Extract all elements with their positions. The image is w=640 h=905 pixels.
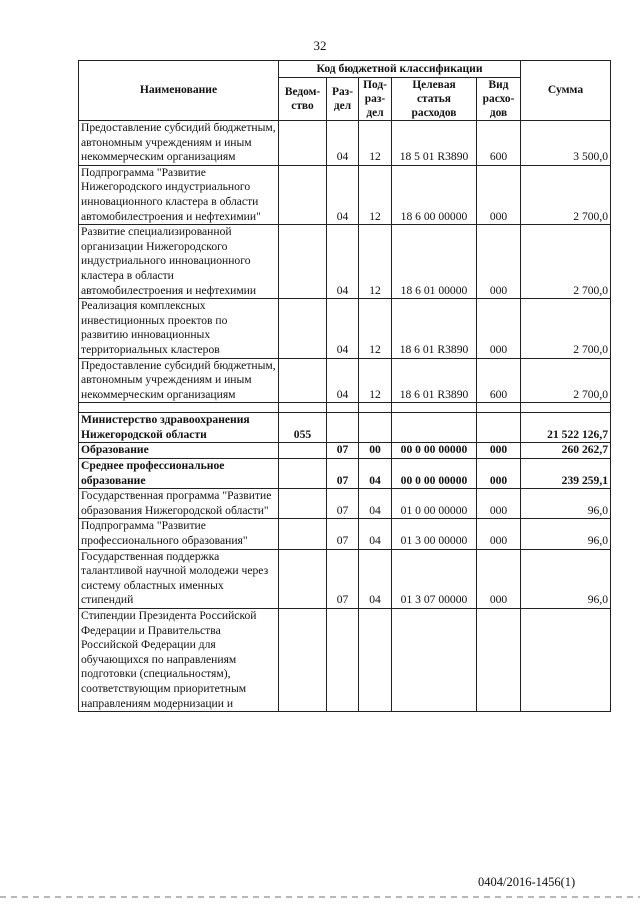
table-row <box>79 519 611 549</box>
cell-razdel: 07 <box>327 519 359 549</box>
cell-razdel: 04 <box>327 225 359 299</box>
cell-vedomstvo <box>279 519 327 549</box>
cell-vid-rashodov: 000 <box>477 225 521 299</box>
cell-summa: 2 700,0 <box>521 358 611 403</box>
spacer-cell <box>79 403 279 413</box>
cell-name: Стипендии Президента Российской Федерации и Правительства Российской Федерации для обучающихся по направлениям подготовки (специальностям), соответствующим приоритетным направлениям модернизации и <box>79 609 279 712</box>
cell-name: Подпрограмма "Развитие Нижегородского индустриального инновационного кластера в области автомобилестроения и нефтехимии" <box>79 165 279 224</box>
table-body <box>79 121 611 712</box>
cell-name: Предоставление субсидий бюджетным, автономным учреждениям и иным некоммерческим организациям <box>79 121 279 166</box>
cell-podrazdel: 04 <box>359 549 392 608</box>
cell-vedomstvo <box>279 459 327 489</box>
cell-vid-rashodov: 000 <box>477 489 521 519</box>
cell-name: Реализация комплексных инвестиционных проектов по развитию инновационных территориальных кластеров <box>79 299 279 358</box>
cell-vedomstvo <box>279 121 327 166</box>
table-row <box>79 549 611 608</box>
table-row <box>79 609 611 712</box>
cell-podrazdel <box>359 413 392 443</box>
cell-summa: 21 522 126,7 <box>521 413 611 443</box>
cell-cel-statya: 18 6 00 00000 <box>392 165 477 224</box>
cell-summa: 239 259,1 <box>521 459 611 489</box>
cell-vid-rashodov: 000 <box>477 549 521 608</box>
cell-podrazdel <box>359 609 392 712</box>
cell-podrazdel: 00 <box>359 443 392 459</box>
cell-vedomstvo <box>279 358 327 403</box>
cell-razdel: 04 <box>327 165 359 224</box>
cell-vid-rashodov: 600 <box>477 121 521 166</box>
cell-podrazdel: 04 <box>359 519 392 549</box>
table-row <box>79 225 611 299</box>
cell-razdel <box>327 609 359 712</box>
cell-cel-statya <box>392 609 477 712</box>
spacer-cell <box>359 403 392 413</box>
spacer-cell <box>392 403 477 413</box>
cell-name: Предоставление субсидий бюджетным, автономным учреждениям и иным некоммерческим организациям <box>79 358 279 403</box>
table-row <box>79 165 611 224</box>
cell-vedomstvo <box>279 443 327 459</box>
table-row <box>79 443 611 459</box>
cell-cel-statya: 18 5 01 R3890 <box>392 121 477 166</box>
scan-edge-line <box>0 896 640 898</box>
spacer-cell <box>279 403 327 413</box>
cell-summa: 3 500,0 <box>521 121 611 166</box>
table-row <box>79 413 611 443</box>
cell-summa: 260 262,7 <box>521 443 611 459</box>
spacer-cell <box>327 403 359 413</box>
cell-cel-statya: 01 3 07 00000 <box>392 549 477 608</box>
header-kbk: Код бюджетной классификации <box>279 61 521 78</box>
cell-summa: 96,0 <box>521 519 611 549</box>
table-row <box>79 459 611 489</box>
cell-razdel: 07 <box>327 443 359 459</box>
cell-summa: 2 700,0 <box>521 299 611 358</box>
cell-razdel: 04 <box>327 358 359 403</box>
cell-vid-rashodov <box>477 609 521 712</box>
cell-vid-rashodov: 000 <box>477 519 521 549</box>
cell-summa: 96,0 <box>521 549 611 608</box>
header-vedomstvo: Ведом- ство <box>279 78 327 121</box>
cell-name: Государственная поддержка талантливой научной молодежи через систему областных именных стипендий <box>79 549 279 608</box>
cell-cel-statya <box>392 413 477 443</box>
cell-name: Министерство здравоохранения Нижегородской области <box>79 413 279 443</box>
cell-summa: 2 700,0 <box>521 225 611 299</box>
cell-name: Среднее профессиональное образование <box>79 459 279 489</box>
cell-vedomstvo: 055 <box>279 413 327 443</box>
cell-cel-statya: 00 0 00 00000 <box>392 459 477 489</box>
cell-cel-statya: 18 6 01 R3890 <box>392 358 477 403</box>
cell-podrazdel: 12 <box>359 299 392 358</box>
budget-table <box>78 60 611 712</box>
cell-razdel: 07 <box>327 489 359 519</box>
header-podrazdel: Под- раз- дел <box>359 78 392 121</box>
cell-summa: 2 700,0 <box>521 165 611 224</box>
cell-razdel: 04 <box>327 299 359 358</box>
cell-name: Государственная программа "Развитие образования Нижегородской области" <box>79 489 279 519</box>
cell-razdel: 07 <box>327 459 359 489</box>
table-row <box>79 489 611 519</box>
spacer-row <box>79 403 611 413</box>
cell-name: Развитие специализированной организации Нижегородского индустриального инновационного кластера в области автомобилестроения и нефтехимии <box>79 225 279 299</box>
cell-cel-statya: 18 6 01 00000 <box>392 225 477 299</box>
cell-vid-rashodov: 000 <box>477 459 521 489</box>
cell-name: Подпрограмма "Развитие профессионального образования" <box>79 519 279 549</box>
cell-cel-statya: 01 0 00 00000 <box>392 489 477 519</box>
header-razdel: Раз- дел <box>327 78 359 121</box>
table-row <box>79 358 611 403</box>
cell-podrazdel: 04 <box>359 489 392 519</box>
spacer-cell <box>521 403 611 413</box>
cell-vid-rashodov: 000 <box>477 299 521 358</box>
header-cel-statya: Целевая статья расходов <box>392 78 477 121</box>
cell-podrazdel: 12 <box>359 121 392 166</box>
cell-vid-rashodov: 600 <box>477 358 521 403</box>
spacer-cell <box>477 403 521 413</box>
cell-vid-rashodov: 000 <box>477 165 521 224</box>
header-summa: Сумма <box>521 61 611 121</box>
table-row <box>79 299 611 358</box>
cell-name: Образование <box>79 443 279 459</box>
cell-podrazdel: 12 <box>359 358 392 403</box>
cell-podrazdel: 12 <box>359 225 392 299</box>
cell-vedomstvo <box>279 489 327 519</box>
cell-vedomstvo <box>279 165 327 224</box>
cell-razdel: 04 <box>327 121 359 166</box>
cell-podrazdel: 04 <box>359 459 392 489</box>
cell-cel-statya: 18 6 01 R3890 <box>392 299 477 358</box>
document-code: 0404/2016-1456(1) <box>478 875 576 889</box>
table-row <box>79 121 611 166</box>
cell-summa: 96,0 <box>521 489 611 519</box>
cell-vid-rashodov <box>477 413 521 443</box>
cell-vedomstvo <box>279 225 327 299</box>
cell-podrazdel: 12 <box>359 165 392 224</box>
page-number: 32 <box>313 38 327 53</box>
cell-vedomstvo <box>279 299 327 358</box>
cell-vid-rashodov: 000 <box>477 443 521 459</box>
cell-summa <box>521 609 611 712</box>
cell-razdel <box>327 413 359 443</box>
header-name: Наименование <box>79 61 279 121</box>
header-vid-rashodov: Вид расхо- дов <box>477 78 521 121</box>
cell-vedomstvo <box>279 549 327 608</box>
cell-razdel: 07 <box>327 549 359 608</box>
cell-cel-statya: 01 3 00 00000 <box>392 519 477 549</box>
cell-cel-statya: 00 0 00 00000 <box>392 443 477 459</box>
cell-vedomstvo <box>279 609 327 712</box>
